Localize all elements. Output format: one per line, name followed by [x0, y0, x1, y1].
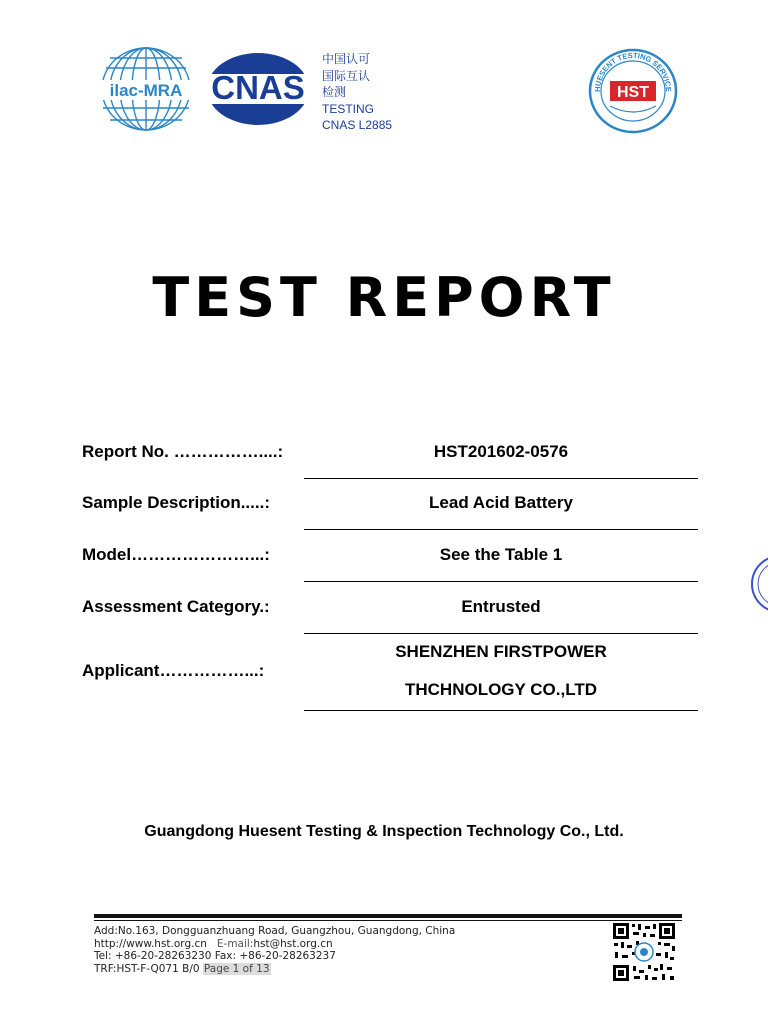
footer-email[interactable]: hst@hst.org.cn — [253, 937, 333, 950]
report-title: TEST REPORT — [152, 266, 616, 329]
assessment-category-value: Entrusted — [461, 597, 541, 616]
footer-address: Add:No.163, Dongguanzhuang Road, Guangzhou, Guangdong, China — [94, 925, 456, 937]
divider — [304, 478, 698, 479]
footer-rule-thick — [94, 914, 682, 918]
report-no-value: HST201602-0576 — [433, 442, 569, 461]
applicant-label: Applicant……………...: — [82, 661, 265, 680]
report-no-label: Report No. ……………....: — [82, 442, 284, 461]
model-label: Model…………………...: — [82, 545, 270, 564]
cnas-line: 检测 — [322, 85, 347, 99]
ilac-logo-text: ilac-MRA — [109, 81, 183, 100]
applicant-value-line1: SHENZHEN FIRSTPOWER — [395, 642, 607, 661]
page-indicator: Page 1 of 13 — [203, 962, 270, 975]
footer-rule-thin — [94, 920, 682, 921]
hst-ring-text: HUESENT TESTING SERVICE — [592, 50, 674, 93]
hst-seal-logo — [588, 48, 678, 134]
footer-website[interactable]: http://www.hst.org.cn — [94, 937, 207, 950]
footer-email-label: E-mail: — [216, 937, 254, 950]
footer-web-email — [94, 938, 455, 951]
divider — [304, 529, 698, 530]
cnas-line: CNAS L2885 — [322, 118, 393, 132]
divider — [304, 581, 698, 582]
cnas-line: 国际互认 — [322, 68, 371, 83]
footer-form-page — [94, 963, 455, 976]
divider — [304, 710, 698, 711]
qr-code-icon — [612, 922, 676, 982]
ilac-mra-logo — [100, 46, 192, 132]
cnas-line: TESTING — [322, 101, 375, 116]
assessment-category-label: Assessment Category.: — [82, 597, 270, 616]
divider — [304, 633, 698, 634]
model-value: See the Table 1 — [439, 545, 563, 564]
cnas-accreditation-text — [322, 51, 392, 134]
cnas-line: 中国认可 — [322, 52, 371, 66]
cnas-logo-text: CNAS — [211, 69, 305, 106]
seal-stamp-partial — [748, 554, 768, 614]
hst-logo-text: HST — [617, 84, 649, 101]
sample-description-value: Lead Acid Battery — [429, 493, 573, 512]
footer-form-code: TRF:HST-F-Q071 B/0 — [94, 962, 200, 975]
footer-phone: Tel: +86-20-28263230 Fax: +86-20-28263237 — [94, 950, 336, 962]
applicant-value-line2: THCHNOLOGY CO.,LTD — [404, 680, 598, 699]
issuing-company: Guangdong Huesent Testing & Inspection Technology Co., Ltd. — [144, 823, 624, 840]
footer-contact — [94, 925, 455, 975]
sample-description-label: Sample Description.....: — [82, 493, 270, 512]
cnas-logo — [206, 52, 310, 126]
